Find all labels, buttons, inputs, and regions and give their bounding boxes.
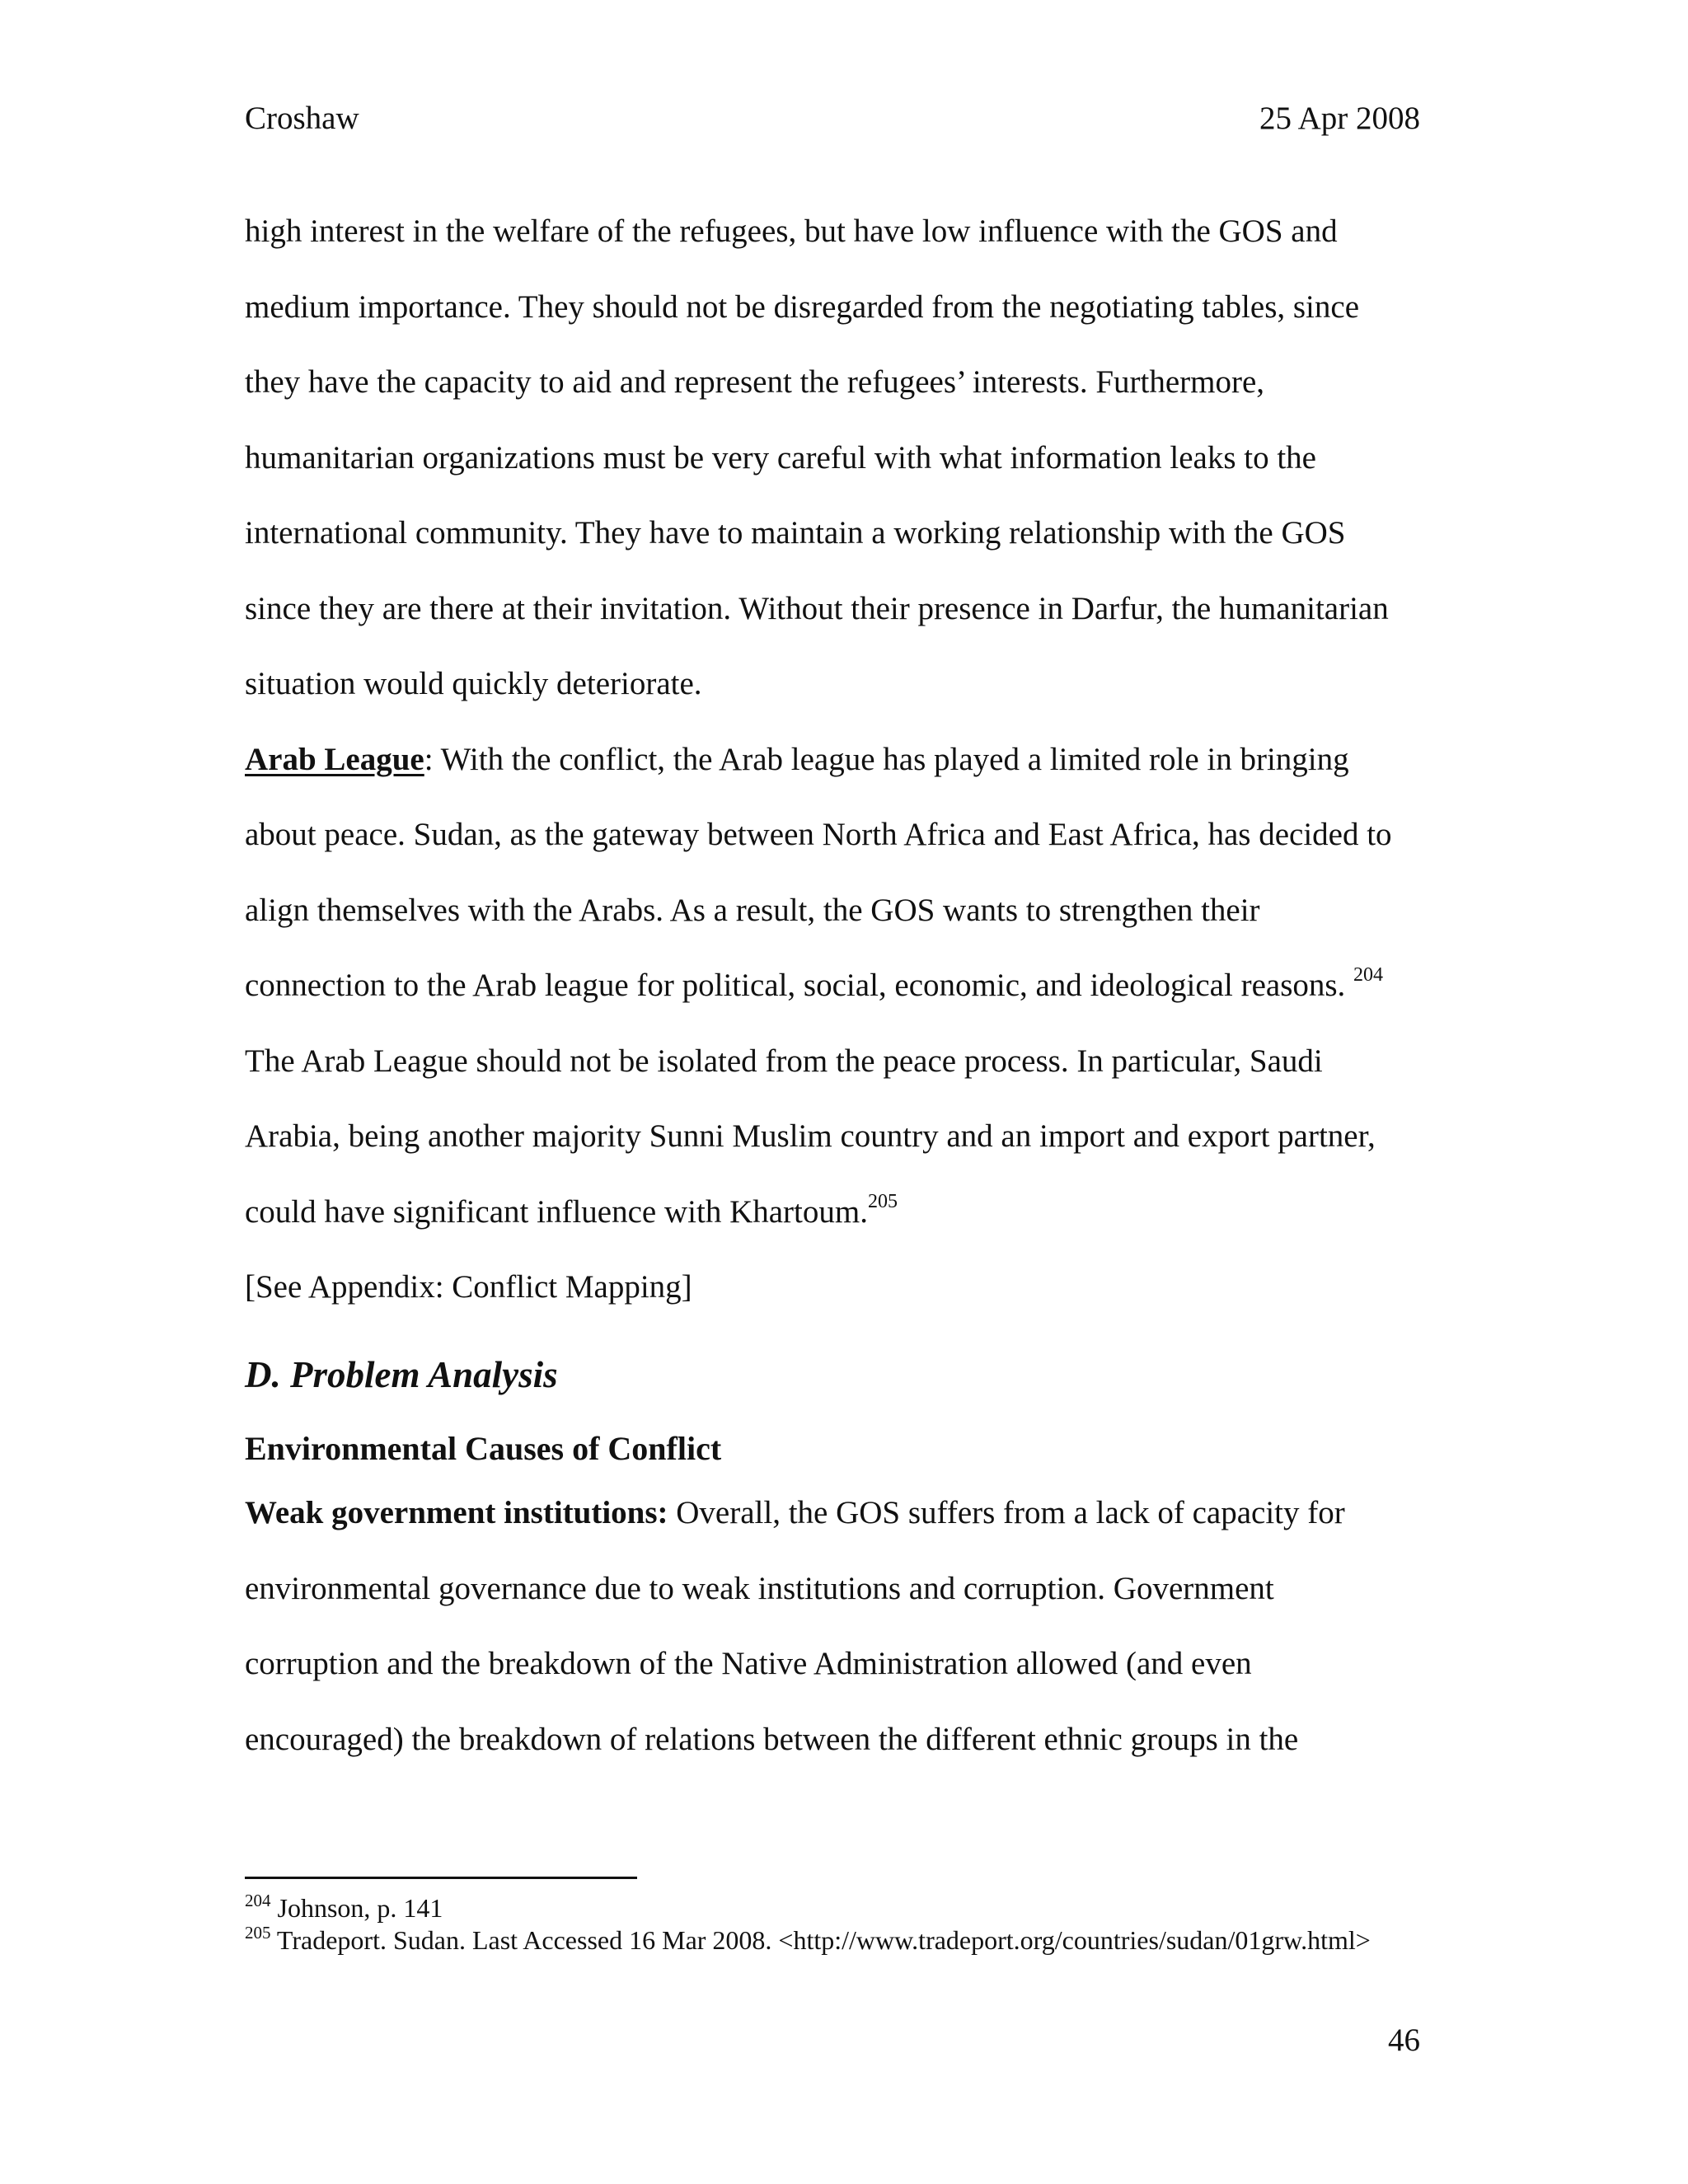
text-line: humanitarian organizations must be very careful with what information leaks to the [245, 439, 1316, 476]
text-line: could have significant influence with Khartoum. [245, 1193, 868, 1230]
arab-league-line-rest: : With the conflict, the Arab league has played a limited role in bringing [424, 741, 1349, 777]
body-text-continued [245, 1475, 1420, 1777]
text-line: high interest in the welfare of the refugees, but have low influence with the GOS and [245, 213, 1338, 249]
header-author: Croshaw [245, 101, 359, 136]
footnote-number: 205 [245, 1923, 271, 1943]
footnote-ref-204: 204 [1353, 964, 1384, 986]
text-line-with-ref [245, 948, 1420, 1024]
weak-gov-line-rest: Overall, the GOS suffers from a lack of capacity for [668, 1495, 1345, 1530]
footnote-number: 204 [245, 1891, 271, 1910]
text-line: situation would quickly deteriorate. [245, 666, 702, 701]
text-line: about peace. Sudan, as the gateway between North Africa and East Africa, has decided to [245, 817, 1392, 852]
text-line: Arabia, being another majority Sunni Muslim country and an import and export partner, [245, 1118, 1376, 1154]
weak-gov-line [245, 1475, 1420, 1551]
page-number: 46 [1388, 2022, 1420, 2058]
text-line: The Arab League should not be isolated from the peace process. In particular, Saudi [245, 1043, 1323, 1079]
appendix-note: [See Appendix: Conflict Mapping] [245, 1269, 692, 1305]
footnote-204 [245, 1892, 1371, 1924]
section-heading: D. Problem Analysis [245, 1354, 558, 1395]
weak-gov-term: Weak government institutions: [245, 1495, 668, 1530]
text-line-with-ref [245, 1174, 1420, 1250]
text-line: they have the capacity to aid and represent the refugees’ interests. Furthermore, [245, 364, 1265, 400]
text-line: international community. They have to maintain a working relationship with the GOS [245, 515, 1346, 551]
body-text [245, 194, 1420, 1325]
footnote-205 [245, 1924, 1371, 1957]
text-line: encouraged) the breakdown of relations between the different ethnic groups in the [245, 1721, 1299, 1757]
arab-league-term: Arab League [245, 741, 424, 777]
text-line: since they are there at their invitation. Without their presence in Darfur, the humanitarian [245, 590, 1389, 626]
footnote-ref-205: 205 [867, 1190, 898, 1212]
text-line: align themselves with the Arabs. As a result, the GOS wants to strengthen their [245, 892, 1260, 928]
header-date: 25 Apr 2008 [1259, 101, 1420, 136]
arab-league-line [245, 722, 1420, 798]
text-line: corruption and the breakdown of the Native Administration allowed (and even [245, 1646, 1252, 1681]
footnote-text: Johnson, p. 141 [270, 1893, 443, 1923]
footnotes [245, 1892, 1371, 1957]
text-line: connection to the Arab league for political, social, economic, and ideological reasons. [245, 968, 1346, 1003]
footnote-text: Tradeport. Sudan. Last Accessed 16 Mar 2008. <http://www.tradeport.org/countries/sudan/01grw.html> [270, 1925, 1371, 1955]
subsection-heading: Environmental Causes of Conflict [245, 1430, 722, 1467]
footnote-divider [245, 1877, 637, 1879]
text-line: environmental governance due to weak institutions and corruption. Government [245, 1570, 1274, 1606]
text-line: medium importance. They should not be disregarded from the negotiating tables, since [245, 288, 1360, 325]
